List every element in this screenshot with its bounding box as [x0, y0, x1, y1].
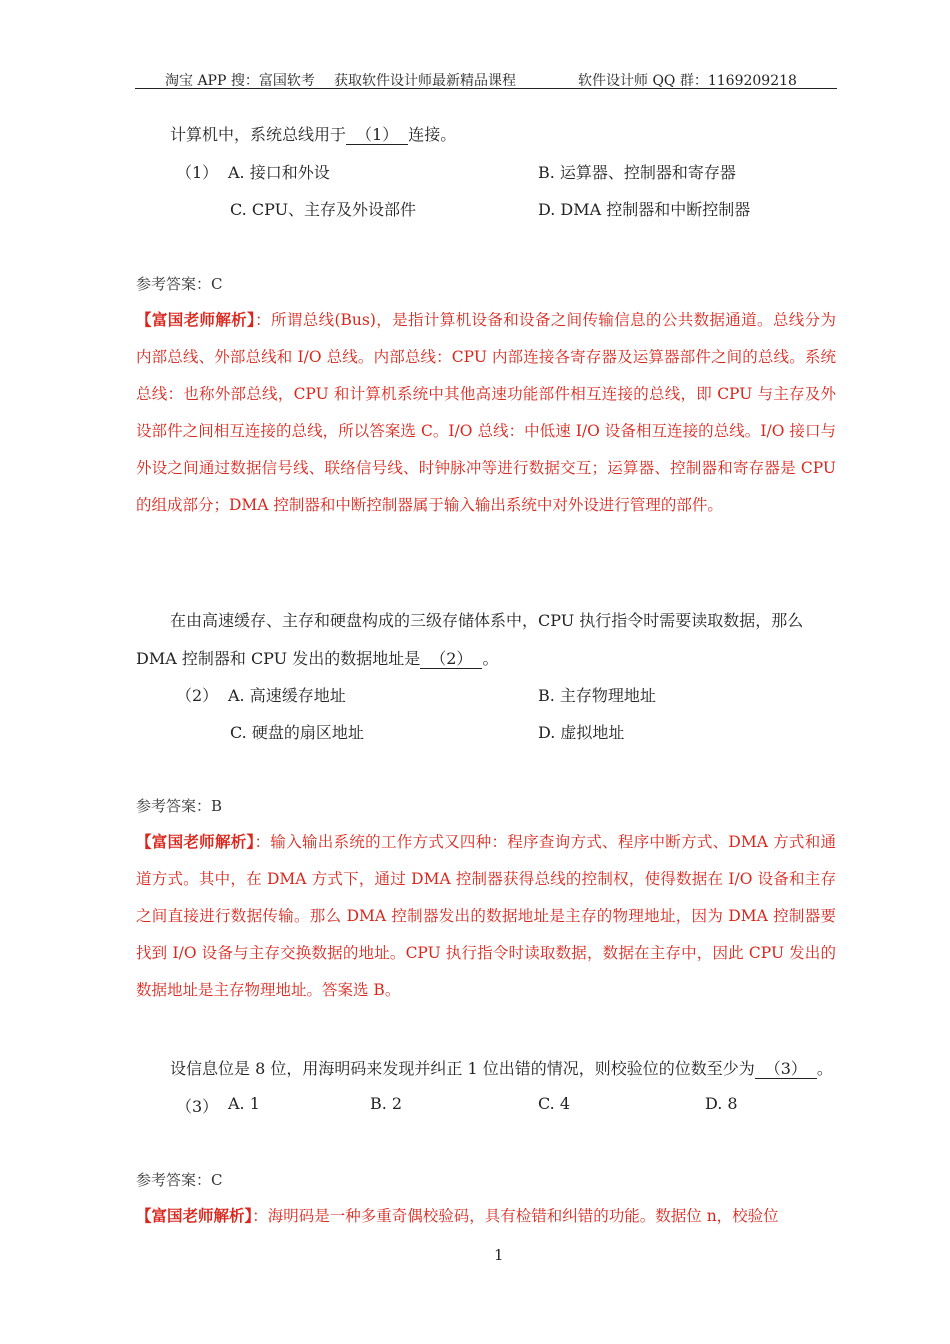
- q1-explanation-tag: 【富国老师解析】: [136, 310, 256, 329]
- q2-explanation: [136, 823, 836, 1009]
- q2-option-d: D. 虚拟地址: [538, 723, 625, 742]
- q3-answer: 参考答案：C: [136, 1171, 223, 1189]
- q3-option-a: A. 1: [228, 1094, 260, 1113]
- q2-option-c: C. 硬盘的扇区地址: [230, 723, 364, 742]
- q3-stem-text: 设信息位是 8 位，用海明码来发现并纠正 1 位出错的情况，则校验位的位数至少为: [170, 1059, 755, 1078]
- q2-stem-line2: [136, 646, 498, 669]
- q1-stem-text: 计算机中，系统总线用于: [170, 125, 347, 144]
- q2-option-b: B. 主存物理地址: [538, 686, 656, 705]
- q3-option-c: C. 4: [538, 1094, 571, 1113]
- q1-option-d: D. DMA 控制器和中断控制器: [538, 200, 751, 219]
- q1-option-b: B. 运算器、控制器和寄存器: [538, 163, 736, 182]
- q1-blank: （1）: [346, 126, 408, 145]
- q1-number: （1）: [176, 163, 219, 182]
- q1-stem-end: 连接。: [408, 125, 457, 144]
- q1-explanation-text: ：所谓总线(Bus)，是指计算机设备和设备之间传输信息的公共数据通道。总线分为内部总线、外部总线和 I/O 总线。内部总线：CPU 内部连接各寄存器及运算器部件之间的总线。系统总线：也称外部总线，CPU 和计算机系统中其他高速功能部件相互连接的总线，即 CPU 与主存及外设部件之间相互连接的总线，所以答案选 C。I/O 总线：中低速 I/O 设备相互连接的总线。I/O 接口与外设之间通过数据信号线、联络信号线、时钟脉冲等进行数据交互；运算器、控制器和寄存器是 CPU 的组成部分；DMA 控制器和中断控制器属于输入输出系统中对外设进行管理的部件。: [136, 311, 836, 514]
- q3-blank: （3）: [755, 1060, 817, 1079]
- q1-explanation: [136, 301, 836, 524]
- q2-explanation-text: ：输入输出系统的工作方式又四种：程序查询方式、程序中断方式、DMA 方式和通道方式。其中，在 DMA 方式下，通过 DMA 控制器获得总线的控制权，使得数据在 I/O 设备和主存之间直接进行数据传输。那么 DMA 控制器发出的数据地址是主存的物理地址，因为 DMA 控制器要找到 I/O 设备与主存交换数据的地址。CPU 执行指令时读取数据，数据在主存中，因此 CPU 发出的数据地址是主存物理地址。答案选 B。: [136, 833, 836, 999]
- q2-answer: 参考答案：B: [136, 797, 223, 815]
- header-qq-group: 软件设计师 QQ 群：1169209218: [578, 73, 797, 89]
- q1-answer: 参考答案：C: [136, 275, 223, 293]
- q3-option-b: B. 2: [370, 1094, 403, 1113]
- q1-option-c: C. CPU、主存及外设部件: [230, 200, 417, 219]
- q2-stem-text: DMA 控制器和 CPU 发出的数据地址是: [136, 649, 421, 668]
- q3-explanation: [136, 1197, 836, 1235]
- q1-option-a: A. 接口和外设: [228, 163, 330, 182]
- q1-stem: [170, 122, 456, 145]
- page-header: [135, 68, 837, 89]
- header-taobao: 淘宝 APP 搜：富国软考: [165, 73, 315, 89]
- q2-stem-end: 。: [482, 649, 499, 668]
- q3-stem: [170, 1056, 833, 1079]
- q2-stem-line1: 在由高速缓存、主存和硬盘构成的三级存储体系中，CPU 执行指令时需要读取数据，那么: [170, 611, 804, 630]
- page-number: 1: [494, 1246, 504, 1264]
- q3-explanation-tag: 【富国老师解析】: [136, 1206, 253, 1225]
- q3-option-d: D. 8: [705, 1094, 738, 1113]
- q3-number: （3）: [176, 1097, 219, 1116]
- q2-explanation-tag: 【富国老师解析】: [136, 832, 255, 851]
- q2-blank: （2）: [420, 650, 482, 669]
- q3-stem-end: 。: [816, 1059, 833, 1078]
- q3-explanation-text: ：海明码是一种多重奇偶校验码，具有检错和纠错的功能。数据位 n，校验位: [252, 1207, 779, 1225]
- q2-option-a: A. 高速缓存地址: [228, 686, 346, 705]
- q2-number: （2）: [176, 686, 219, 705]
- header-course: 获取软件设计师最新精品课程: [334, 73, 516, 89]
